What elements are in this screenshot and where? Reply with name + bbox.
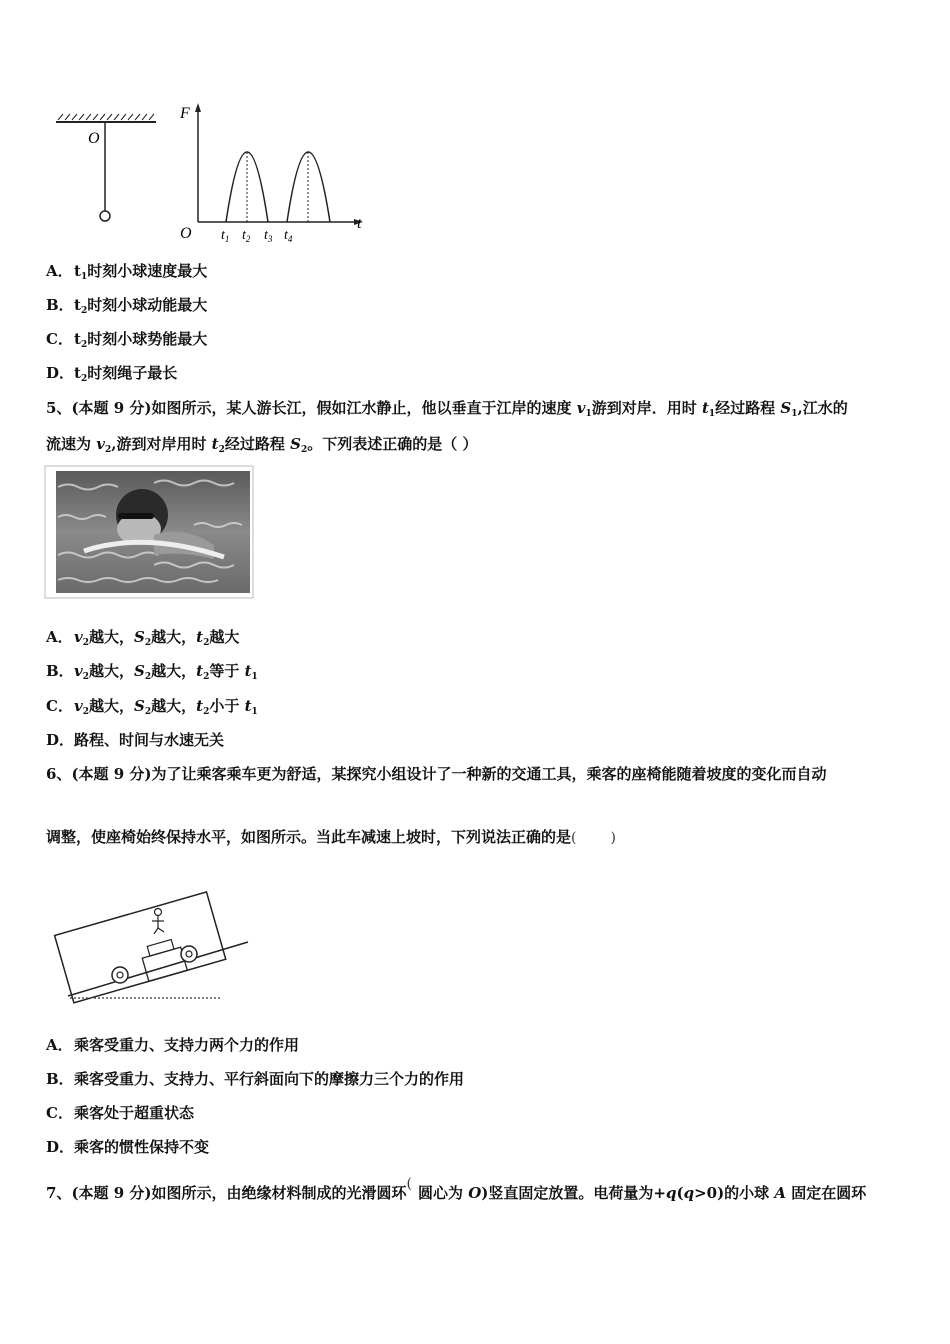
q6-stem-line2: 调整，使座椅始终保持水平，如图所示。当此车减速上坡时，下列说法正确的是( ) <box>46 828 616 846</box>
q5-stem-line1: 5、(本题 9 分)如图所示，某人游长江，假如江水静止，他以垂直于江岸的速度 $v_1$游到对岸．用时 $t_1$经过路程 $S_1$,江水的 <box>46 399 848 419</box>
q6-option-c[interactable]: C．乘客处于超重状态 <box>46 1104 195 1122</box>
q5-option-b[interactable]: B．$v_2$越大，$S_2$越大，$t_2$等于 $t_1$ <box>46 662 258 682</box>
tick-t2: $t_2$ <box>242 228 251 244</box>
y-axis-label: F <box>180 105 190 122</box>
q5-option-a[interactable]: A．$v_2$越大，$S_2$越大，$t_2$越大 <box>46 628 240 648</box>
q6-option-b[interactable]: B．乘客受重力、支持力、平行斜面向下的摩擦力三个力的作用 <box>46 1070 465 1088</box>
x-axis-label: t <box>357 215 362 232</box>
origin-label: O <box>180 225 192 242</box>
q4-option-d[interactable]: D．$t_2$时刻绳子最长 <box>46 364 178 384</box>
q5-option-c[interactable]: C．$v_2$越大，$S_2$越大，$t_2$小于 $t_1$ <box>46 697 258 717</box>
q6-stem-line1: 6、(本题 9 分)为了让乘客乘车更为舒适，某探究小组设计了一种新的交通工具，乘客的座椅能随着坡度的变化而自动 <box>46 765 827 783</box>
q6-option-d[interactable]: D．乘客的惯性保持不变 <box>46 1138 210 1156</box>
tick-t4: $t_4$ <box>284 228 293 244</box>
tick-t1: $t_1$ <box>221 228 230 244</box>
vehicle-slope-figure <box>48 872 253 1004</box>
q4-option-c[interactable]: C．$t_2$时刻小球势能最大 <box>46 330 208 350</box>
tick-t3: $t_3$ <box>264 228 273 244</box>
q4-option-a[interactable]: A．$t_1$时刻小球速度最大 <box>46 262 208 282</box>
swimmer-photo <box>44 465 254 599</box>
pendulum-figure <box>50 100 370 245</box>
q4-option-b[interactable]: B．$t_2$时刻小球动能最大 <box>46 296 208 316</box>
pendulum-pivot-label: O <box>88 130 100 147</box>
q7-stem-line1: 7、(本题 9 分)如图所示，由绝缘材料制成的光滑圆环( 圆心为 O)竖直固定放置。电荷量为+q(q>0)的小球 A 固定在圆环 <box>46 1176 867 1202</box>
q5-stem-line2: 流速为 $v_2$,游到对岸用时 $t_2$经过路程 $S_2$。下列表述正确的是（ ） <box>46 435 478 455</box>
q5-option-d[interactable]: D．路程、时间与水速无关 <box>46 731 225 749</box>
q6-option-a[interactable]: A．乘客受重力、支持力两个力的作用 <box>46 1036 300 1054</box>
